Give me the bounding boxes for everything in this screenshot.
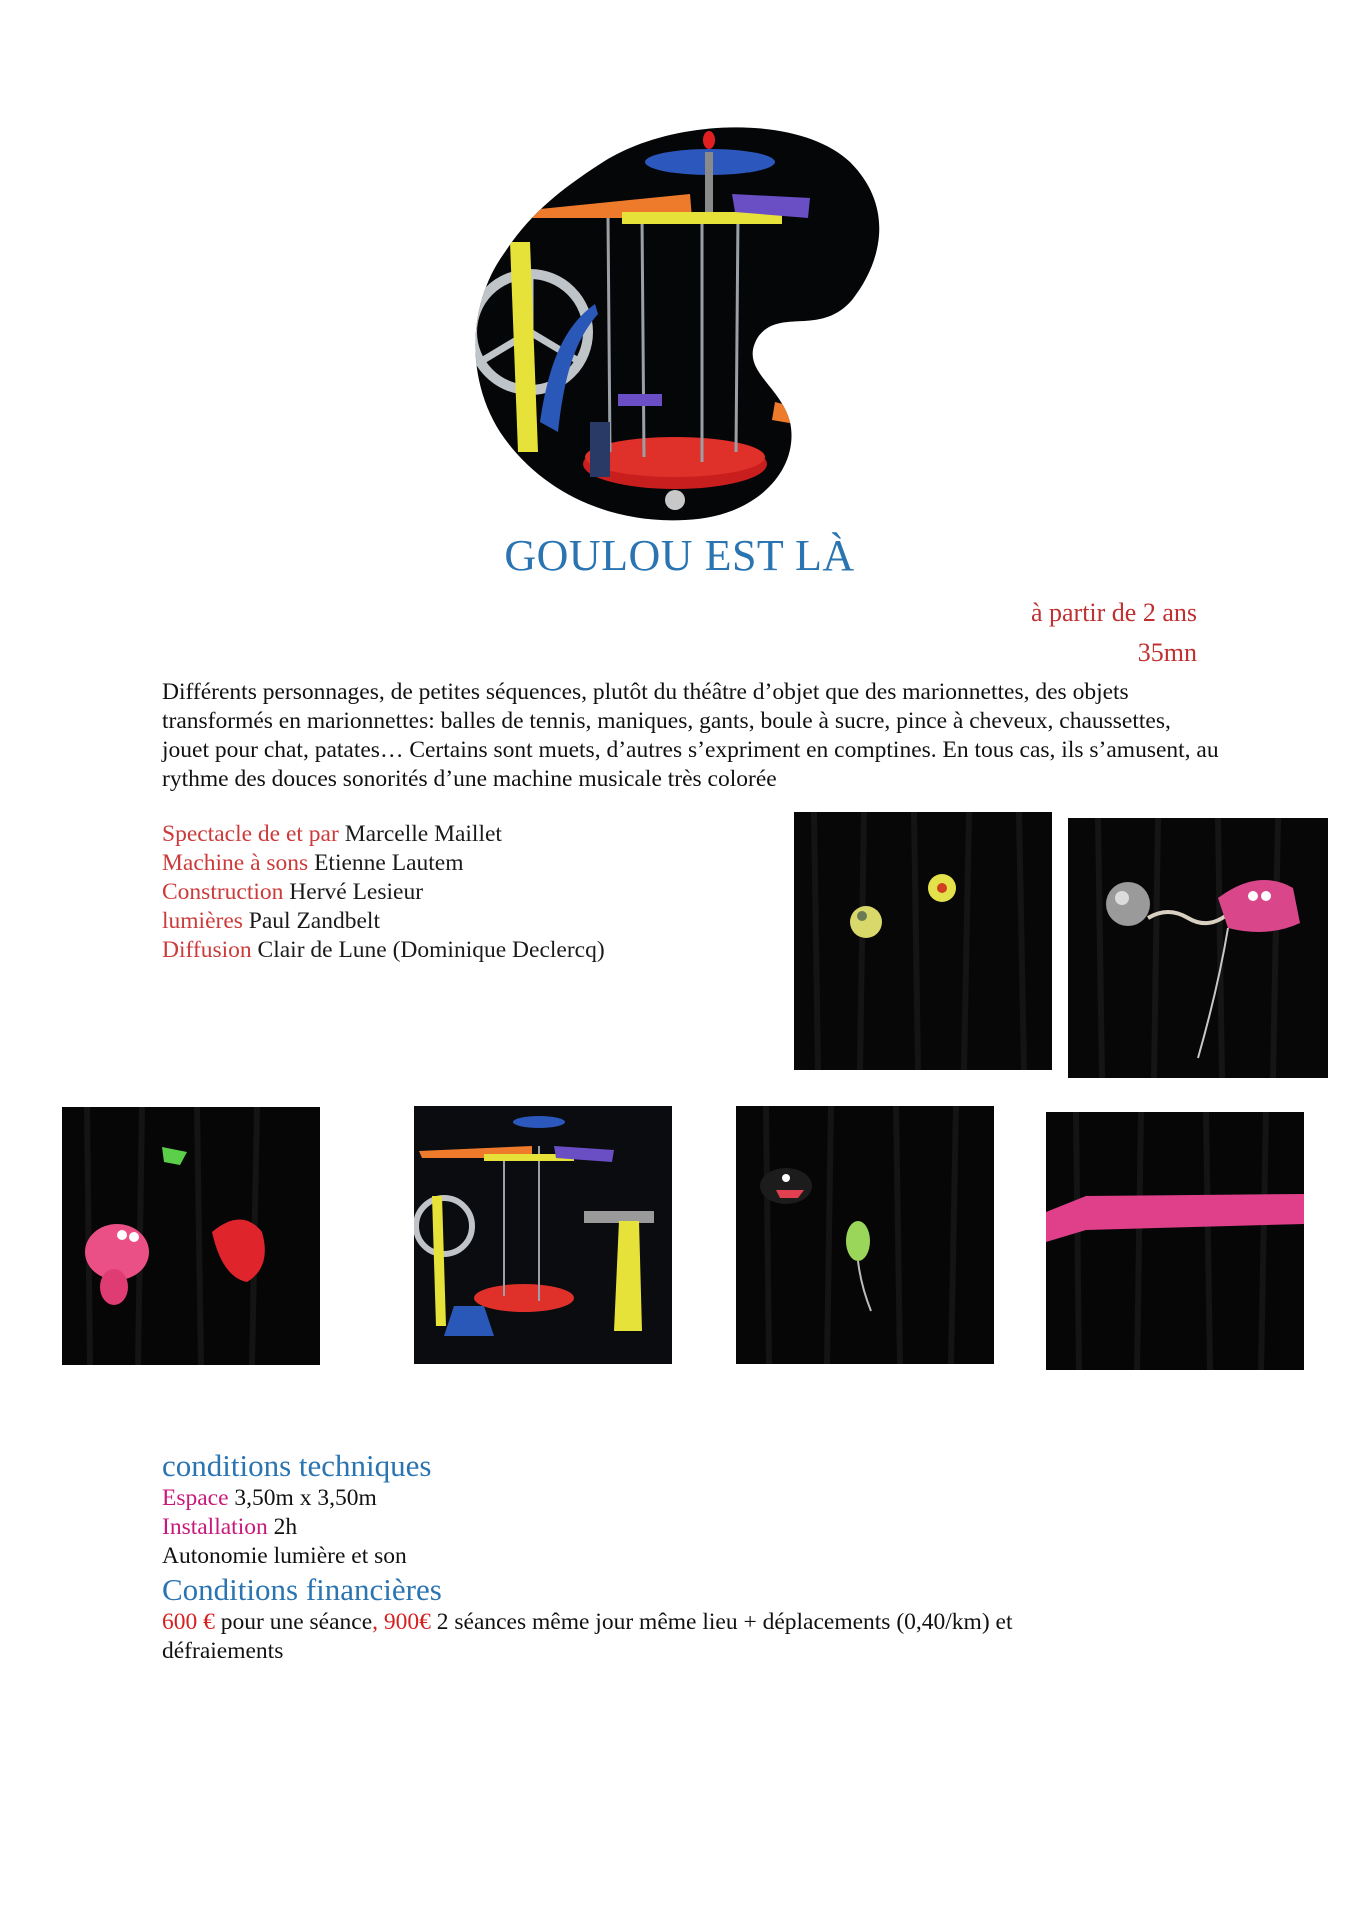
credit-row bbox=[162, 820, 605, 849]
install-row bbox=[162, 1513, 431, 1542]
price-single-desc: pour une séance bbox=[214, 1609, 373, 1635]
install-value: 2h bbox=[273, 1514, 298, 1540]
credit-row bbox=[162, 907, 605, 936]
price-double: 900€ bbox=[383, 1609, 431, 1635]
hero-machine-image bbox=[470, 122, 895, 527]
credits-list bbox=[162, 820, 605, 965]
credit-value: Marcelle Maillet bbox=[344, 821, 502, 847]
credit-value: Etienne Lautem bbox=[314, 850, 464, 876]
photo-pink-mitts bbox=[62, 1107, 320, 1365]
install-label: Installation bbox=[162, 1514, 268, 1540]
credit-label: Spectacle de et par bbox=[162, 821, 339, 847]
age-range: à partir de 2 ans bbox=[1030, 598, 1197, 627]
credit-row bbox=[162, 936, 605, 965]
photo-machine bbox=[414, 1106, 672, 1364]
price-single: 600 € bbox=[162, 1609, 215, 1635]
credit-row bbox=[162, 849, 605, 878]
financial-conditions bbox=[162, 1572, 1162, 1666]
pricing-text bbox=[162, 1608, 1162, 1637]
credit-value: Clair de Lune (Dominique Declercq) bbox=[257, 937, 605, 963]
credit-value: Hervé Lesieur bbox=[289, 879, 424, 905]
show-title: GOULOU EST LÀ bbox=[504, 531, 855, 580]
duration: 35mn bbox=[1137, 638, 1197, 667]
credit-label: Diffusion bbox=[162, 937, 252, 963]
photo-ball-puppets bbox=[794, 812, 1052, 1070]
show-description: Différents personnages, de petites séquences, plutôt du théâtre d’objet que des marionnettes, des objets transformés en marionnettes: balles de tennis, maniques, gants, boule à sucre, pince à cheveux, chaussettes, jouet pour chat, patates… Certains sont muets, d’autres s’expriment en comptines. En tous cas, ils s’amusent, au rythme des douces sonorités d’une machine musicale très colorée bbox=[162, 679, 1219, 792]
technical-heading: conditions techniques bbox=[162, 1448, 432, 1483]
technical-conditions bbox=[162, 1448, 431, 1571]
price-double-desc: 2 séances même jour même lieu + déplacements (0,40/km) et bbox=[430, 1609, 1013, 1635]
photo-mouse-puppet bbox=[736, 1106, 994, 1364]
credit-row bbox=[162, 878, 605, 907]
credit-label: Machine à sons bbox=[162, 850, 309, 876]
pricing-text-cont: défraiements bbox=[162, 1638, 284, 1664]
credit-label: lumières bbox=[162, 908, 243, 934]
financial-heading: Conditions financières bbox=[162, 1572, 442, 1607]
space-value: 3,50m x 3,50m bbox=[234, 1485, 377, 1511]
photo-pink-sock bbox=[1046, 1112, 1304, 1370]
photo-pink-glove bbox=[1068, 818, 1328, 1078]
space-label: Espace bbox=[162, 1485, 229, 1511]
credit-value: Paul Zandbelt bbox=[248, 908, 380, 934]
space-row bbox=[162, 1484, 431, 1513]
credit-label: Construction bbox=[162, 879, 284, 905]
autonomy-text: Autonomie lumière et son bbox=[162, 1543, 407, 1569]
price-separator: , bbox=[372, 1609, 384, 1635]
